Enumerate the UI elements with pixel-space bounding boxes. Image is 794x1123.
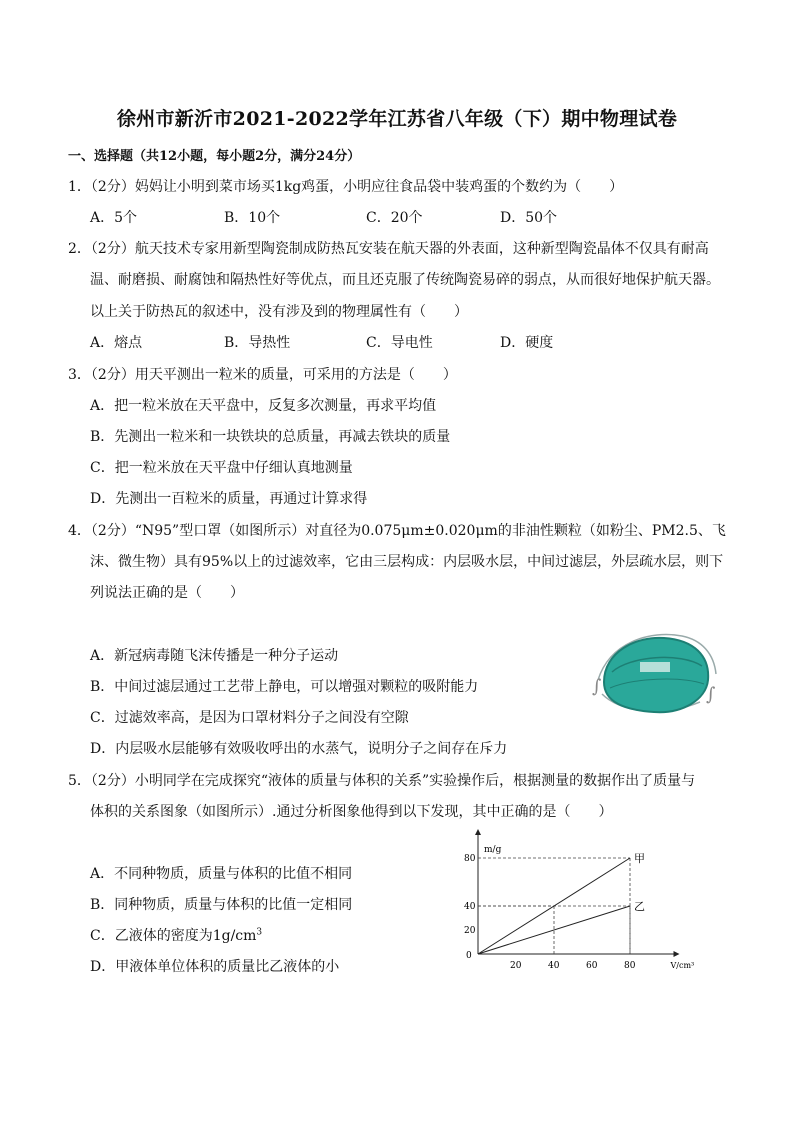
q4-stem-line-2: 沫、微生物）具有95%以上的过滤效率，它由三层构成：内层吸水层，中间过滤层，外层疏水层，则下 — [90, 554, 724, 570]
q3-option-b: B．先测出一粒米和一块铁块的总质量，再减去铁块的质量 — [90, 429, 451, 445]
n95-mask-image — [590, 622, 722, 718]
q1-option-a: A．5个 — [90, 210, 138, 226]
q3-option-d: D．先测出一百粒米的质量，再通过计算求得 — [90, 491, 368, 507]
q1-option-c: C．20个 — [366, 210, 423, 226]
q2-stem-line-2: 温、耐磨损、耐腐蚀和隔热性好等优点，而且还克服了传统陶瓷易碎的弱点，从而很好地保护航天器。 — [90, 272, 720, 288]
q4-option-a: A．新冠病毒随飞沫传播是一种分子运动 — [90, 648, 339, 664]
q5-option-c-superscript: 3 — [256, 927, 263, 938]
q5-option-b: B．同种物质，质量与体积的比值一定相同 — [90, 897, 353, 913]
q2-option-d: D．硬度 — [500, 335, 554, 351]
x-tick-label-1: 40 — [548, 961, 560, 971]
q4-stem-line-3: 列说法正确的是（ ） — [90, 585, 244, 601]
q5-option-a: A．不同种物质，质量与体积的比值不相同 — [90, 866, 353, 882]
y-axis-label: m/g — [484, 845, 502, 855]
x-tick-label-3: 80 — [624, 961, 636, 971]
q1-stem: 1．（2分）妈妈让小明到菜市场买1kg鸡蛋，小明应往食品袋中装鸡蛋的个数约为（ ） — [68, 179, 624, 195]
section-heading: 一、选择题（共12小题，每小题2分，满分24分） — [68, 149, 361, 164]
q5-option-c-text: C．乙液体的密度为1g/cm — [90, 928, 257, 944]
q3-stem: 3．（2分）用天平测出一粒米的质量，可采用的方法是（ ） — [68, 367, 457, 383]
page-title: 徐州市新沂市2021-2022学年江苏省八年级（下）期中物理试卷 — [116, 108, 678, 130]
q3-option-a: A．把一粒米放在天平盘中，反复多次测量，再求平均值 — [90, 398, 437, 414]
q2-stem-line-3: 以上关于防热瓦的叙述中，没有涉及到的物理属性有（ ） — [90, 304, 468, 320]
q2-option-a: A．熔点 — [90, 335, 143, 351]
q5-stem-line-1: 5．（2分）小明同学在完成探究“液体的质量与体积的关系”实验操作后，根据测量的数据作出了质量与 — [68, 773, 696, 789]
svg-text:∫: ∫ — [706, 684, 716, 705]
q4-option-d: D．内层吸水层能够有效吸收呼出的水蒸气，说明分子之间存在斥力 — [90, 741, 508, 757]
x-axis-label: V/cm³ — [670, 961, 695, 970]
q2-option-b: B．导热性 — [224, 335, 291, 351]
q3-option-c: C．把一粒米放在天平盘中仔细认真地测量 — [90, 460, 353, 476]
y-tick-label-0: 20 — [464, 926, 476, 936]
q5-option-c — [90, 925, 262, 945]
series-label-1: 乙 — [634, 900, 645, 913]
q5-option-d: D．甲液体单位体积的质量比乙液体的小 — [90, 959, 340, 975]
q2-stem-line-1: 2．（2分）航天技术专家用新型陶瓷制成防热瓦安装在航天器的外表面，这种新型陶瓷晶体不仅具有耐高 — [68, 241, 709, 257]
q1-option-b: B．10个 — [224, 210, 281, 226]
x-tick-label-2: 60 — [586, 961, 598, 971]
x-tick-label-0: 20 — [510, 961, 522, 971]
q4-option-c: C．过滤效率高，是因为口罩材料分子之间没有空隙 — [90, 710, 409, 726]
svg-text:∫: ∫ — [592, 676, 602, 697]
q4-stem-line-1: 4．（2分）“N95”型口罩（如图所示）对直径为0.075μm±0.020μm的非油性颗粒（如粉尘、PM2.5、飞 — [68, 523, 726, 539]
origin-label: 0 — [466, 951, 472, 961]
mass-volume-graph — [440, 840, 695, 971]
y-tick-label-1: 40 — [464, 902, 476, 912]
q2-option-c: C．导电性 — [366, 335, 433, 351]
series-label-0: 甲 — [634, 852, 645, 865]
y-tick-label-2: 80 — [464, 854, 476, 864]
q5-stem-line-2: 体积的关系图象（如图所示）.通过分析图象他得到以下发现，其中正确的是（ ） — [90, 804, 613, 820]
q4-option-b: B．中间过滤层通过工艺带上静电，可以增强对颗粒的吸附能力 — [90, 679, 479, 695]
q1-option-d: D．50个 — [500, 210, 558, 226]
